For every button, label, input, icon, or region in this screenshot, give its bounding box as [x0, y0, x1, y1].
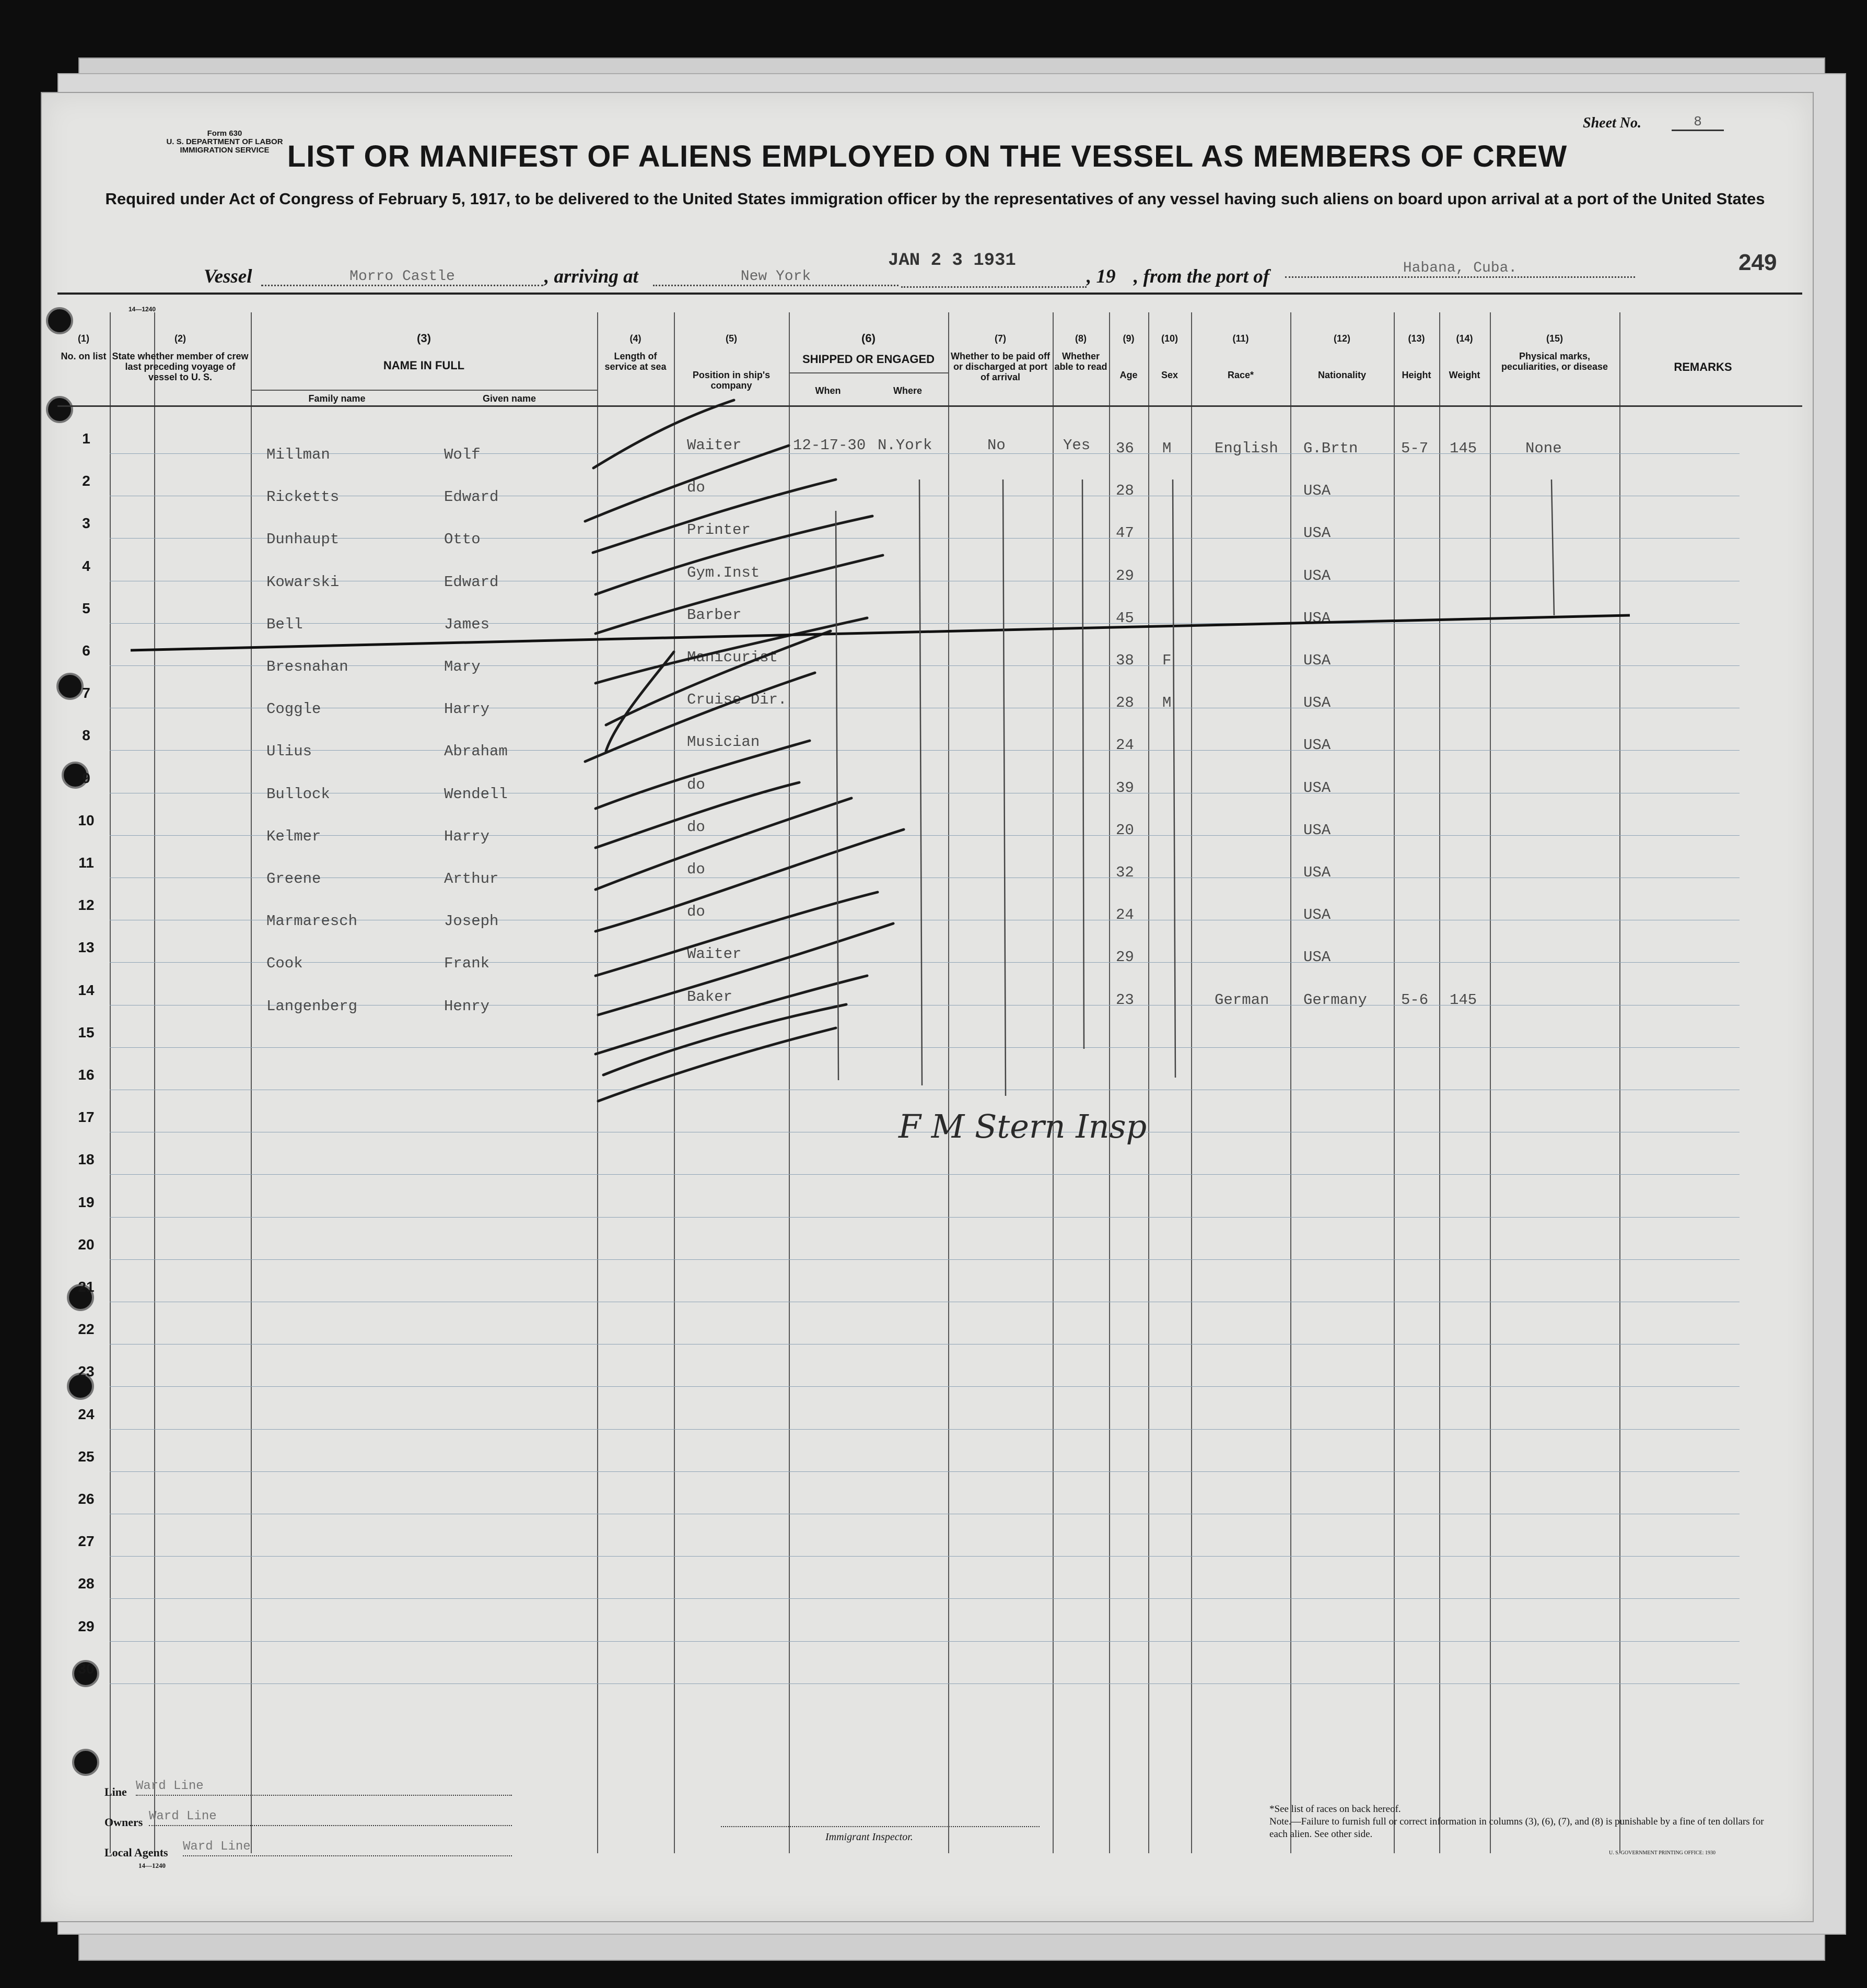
col-title: SHIPPED OR ENGAGED	[802, 353, 935, 366]
row-number: 16	[78, 1067, 95, 1083]
cell-age: 24	[1116, 736, 1134, 754]
row-number: 4	[82, 558, 90, 574]
cell-age: 23	[1116, 991, 1134, 1009]
department-name: U. S. DEPARTMENT OF LABOR	[166, 137, 283, 146]
cell-given: Harry	[444, 700, 490, 718]
col-number: (13)	[1408, 333, 1425, 344]
tick-mark	[596, 741, 810, 809]
cell-position: do	[687, 818, 705, 836]
cell-age: 28	[1116, 482, 1134, 499]
row-number: 11	[78, 855, 94, 871]
cell-marks: None	[1525, 440, 1562, 457]
tick-mark	[596, 798, 851, 890]
cell-age: 24	[1116, 906, 1134, 923]
cell-age: 38	[1116, 652, 1134, 669]
cell-age: 28	[1116, 694, 1134, 711]
tick-mark	[596, 829, 904, 931]
ditto-line	[1003, 480, 1006, 1096]
cell-given: Abraham	[444, 743, 508, 760]
cell-height: 5-6	[1401, 991, 1429, 1009]
cell-family: Millman	[266, 446, 330, 463]
cell-sex: M	[1162, 694, 1172, 711]
row-number: 3	[82, 515, 90, 531]
cell-family: Kelmer	[266, 828, 321, 845]
ditto-line	[836, 511, 838, 1080]
date-stamp: JAN 2 3 1931	[888, 251, 1016, 271]
row-number: 22	[78, 1321, 95, 1337]
cell-nationality: USA	[1303, 822, 1331, 839]
cell-position: do	[687, 903, 705, 920]
col-number: (8)	[1075, 333, 1087, 344]
port-label: , from the port of	[1134, 266, 1270, 287]
col-title: NAME IN FULL	[383, 359, 465, 372]
form-number: Form 630	[207, 129, 242, 138]
owners-label: Owners	[104, 1816, 143, 1829]
cell-sex: M	[1162, 440, 1172, 457]
cell-race: English	[1215, 440, 1278, 457]
cell-nationality: USA	[1303, 652, 1331, 669]
header-given-name: Given name	[482, 393, 536, 404]
col-title: No. on list	[61, 351, 107, 361]
cell-age: 32	[1116, 864, 1134, 881]
col-number: (3)	[417, 332, 431, 345]
manifest-sheet	[41, 92, 1814, 1922]
arriving-label: , arriving at	[544, 266, 638, 287]
cell-position: Cruise Dir.	[687, 691, 787, 708]
row-number: 17	[78, 1109, 95, 1125]
cell-read: Yes	[1063, 437, 1091, 454]
col-title: Nationality	[1317, 370, 1366, 380]
sheet-number-value: 8	[1672, 114, 1724, 131]
row-number: 21	[78, 1279, 95, 1295]
cell-position: Baker	[687, 988, 733, 1005]
cell-given: Henry	[444, 998, 490, 1015]
tick-mark	[593, 480, 836, 553]
cell-given: Wendell	[444, 786, 508, 803]
cell-position: do	[687, 776, 705, 793]
cell-given: Edward	[444, 574, 499, 591]
cell-age: 47	[1116, 524, 1134, 542]
printer-imprint: U. S. GOVERNMENT PRINTING OFFICE: 1930	[1609, 1850, 1716, 1856]
tick-mark	[598, 923, 893, 1015]
cell-position: do	[687, 861, 705, 878]
cell-where: N.York	[878, 437, 932, 454]
agents-form-code: 14—1240	[138, 1862, 166, 1869]
row-number: 7	[82, 685, 90, 701]
tick-mark	[585, 446, 789, 521]
header-when: When	[815, 385, 841, 396]
cell-nationality: USA	[1303, 567, 1331, 584]
cell-family: Kowarski	[266, 574, 340, 591]
ditto-line	[1082, 480, 1084, 1049]
cell-nationality: USA	[1303, 610, 1331, 627]
service-name: IMMIGRATION SERVICE	[180, 146, 270, 155]
col-title: Weight	[1449, 370, 1480, 380]
cell-weight: 145	[1450, 440, 1477, 457]
col-number: (5)	[726, 333, 737, 344]
cell-position: do	[687, 479, 705, 496]
row-number: 28	[78, 1575, 95, 1592]
row-number: 15	[78, 1024, 95, 1040]
cell-given: Harry	[444, 828, 490, 845]
tick-mark	[596, 892, 878, 976]
col-number: (15)	[1546, 333, 1563, 344]
cell-sex: F	[1162, 652, 1172, 669]
arriving-value: New York	[653, 268, 899, 286]
inspector-line	[721, 1826, 1040, 1827]
col-number: (1)	[78, 333, 89, 344]
cell-nationality: G.Brtn	[1303, 440, 1358, 457]
cell-given: Mary	[444, 658, 481, 675]
document-title: LIST OR MANIFEST OF ALIENS EMPLOYED ON THE VESSEL AS MEMBERS OF CREW	[287, 139, 1568, 173]
cell-given: Frank	[444, 955, 490, 972]
penalty-note: Note.—Failure to furnish full or correct information in columns (3), (6), (7), and (8) is punishable by a fine of ten dollars for each alien. See other side.	[1269, 1816, 1764, 1840]
cell-nationality: USA	[1303, 906, 1331, 923]
cell-nationality: Germany	[1303, 991, 1367, 1009]
col-number: (7)	[995, 333, 1006, 344]
col-title: Sex	[1161, 370, 1178, 380]
tick-mark	[593, 400, 734, 468]
cell-family: Ulius	[266, 743, 312, 760]
row-number: 8	[82, 727, 90, 743]
cell-given: James	[444, 616, 490, 633]
cell-age: 20	[1116, 822, 1134, 839]
tick-mark	[596, 782, 799, 848]
col-number: (2)	[174, 333, 186, 344]
tick-mark	[596, 516, 872, 594]
strikethrough-line	[131, 615, 1630, 650]
cell-when: 12-17-30	[793, 437, 866, 454]
row-number: 20	[78, 1236, 95, 1253]
row-number: 25	[78, 1448, 95, 1465]
document-subtitle: Required under Act of Congress of February 5, 1917, to be delivered to the United States immigration officer by the representatives of any vessel having such aliens on board upon arrival at a port of the United States	[105, 190, 1765, 208]
cell-nationality: USA	[1303, 779, 1331, 797]
port-value: Habana, Cuba.	[1285, 260, 1635, 278]
col-title: Age	[1119, 370, 1138, 380]
ditto-line	[1173, 480, 1175, 1078]
cell-nationality: USA	[1303, 694, 1331, 711]
col-number: (6)	[861, 332, 876, 345]
cell-given: Otto	[444, 531, 481, 548]
cell-position: Manicurist	[687, 649, 778, 666]
cell-family: Ricketts	[266, 488, 340, 506]
cell-paid-off: No	[987, 437, 1006, 454]
col-number: (10)	[1161, 333, 1178, 344]
cell-nationality: USA	[1303, 949, 1331, 966]
ditto-line	[919, 480, 922, 1085]
col-number: (12)	[1333, 333, 1350, 344]
tick-marks	[585, 400, 904, 1101]
inspector-label: Immigrant Inspector.	[825, 1831, 913, 1843]
vessel-label: Vessel	[204, 266, 252, 287]
col-title: Position in ship's company	[692, 370, 771, 391]
row-number: 12	[78, 897, 95, 913]
row-number: 5	[82, 600, 90, 616]
row-number: 13	[78, 939, 95, 955]
header-where: Where	[893, 385, 922, 396]
tick-mark	[596, 976, 867, 1054]
row-number: 2	[82, 473, 90, 489]
col-title: Physical marks, peculiarities, or disease	[1501, 351, 1608, 372]
cell-age: 36	[1116, 440, 1134, 457]
year-label: , 19	[1087, 266, 1116, 287]
vessel-value: Morro Castle	[261, 268, 543, 286]
row-number: 10	[78, 812, 95, 828]
cell-given: Joseph	[444, 913, 499, 930]
cell-family: Bell	[266, 616, 303, 633]
row-number: 26	[78, 1491, 95, 1507]
header-family-name: Family name	[308, 393, 366, 404]
col-number: (11)	[1232, 333, 1249, 344]
cell-given: Edward	[444, 488, 499, 506]
cell-family: Langenberg	[266, 998, 358, 1015]
col-title: Race*	[1227, 370, 1254, 380]
cell-family: Greene	[266, 870, 321, 887]
cell-position: Waiter	[687, 945, 742, 963]
cell-age: 29	[1116, 949, 1134, 966]
col-title: Height	[1402, 370, 1431, 380]
row-number: 29	[78, 1618, 95, 1634]
col-title: State whether member of crew last preceding voyage of vessel to U. S.	[112, 351, 249, 382]
col-title: Whether able to read	[1054, 351, 1107, 372]
row-number: 9	[82, 770, 90, 786]
cell-nationality: USA	[1303, 482, 1331, 499]
row-number: 19	[78, 1194, 95, 1210]
cell-given: Wolf	[444, 446, 481, 463]
line-label: Line	[104, 1785, 127, 1798]
handwriting-overlay	[42, 93, 1813, 1921]
col-number: (9)	[1123, 333, 1135, 344]
cell-position: Barber	[687, 606, 742, 624]
cell-height: 5-7	[1401, 440, 1429, 457]
row-number: 6	[82, 642, 90, 659]
ditto-line	[1551, 480, 1554, 615]
line-value: Ward Line	[136, 1779, 512, 1796]
cell-family: Cook	[266, 955, 303, 972]
cell-nationality: USA	[1303, 736, 1331, 754]
col-title: Length of service at sea	[604, 351, 667, 372]
row-number: 18	[78, 1151, 95, 1167]
owners-value: Ward Line	[149, 1809, 512, 1826]
sheet-number-label: Sheet No.	[1583, 115, 1641, 131]
cell-position: Musician	[687, 733, 760, 751]
cell-family: Marmaresch	[266, 913, 358, 930]
form-code: 14—1240	[128, 306, 156, 313]
cell-position: Gym.Inst	[687, 564, 760, 581]
tick-mark	[596, 555, 883, 634]
agents-value: Ward Line	[183, 1840, 512, 1856]
cell-age: 29	[1116, 567, 1134, 584]
col-number: (14)	[1456, 333, 1473, 344]
agents-label: Local Agents	[104, 1846, 168, 1859]
cell-family: Coggle	[266, 700, 321, 718]
col-number: (4)	[629, 333, 641, 344]
row-number: 24	[78, 1406, 95, 1422]
inspector-signature: F M Stern Insp	[899, 1107, 1147, 1145]
row-number: 27	[78, 1533, 95, 1549]
cell-family: Bullock	[266, 786, 330, 803]
page-number: 249	[1738, 250, 1777, 275]
row-number: 30	[78, 1660, 95, 1677]
cell-weight: 145	[1450, 991, 1477, 1009]
ditto-lines	[836, 480, 1554, 1096]
cell-position: Waiter	[687, 437, 742, 454]
cell-position: Printer	[687, 521, 751, 539]
cell-race: German	[1215, 991, 1269, 1009]
tick-mark	[606, 652, 674, 751]
races-note: *See list of races on back hereof.	[1269, 1804, 1401, 1815]
col-title: Whether to be paid off or discharged at port of arrival	[951, 351, 1050, 382]
cell-age: 45	[1116, 610, 1134, 627]
header-remarks: REMARKS	[1674, 360, 1732, 373]
cell-family: Dunhaupt	[266, 531, 340, 548]
tick-mark	[596, 618, 867, 683]
cell-nationality: USA	[1303, 864, 1331, 881]
row-number: 23	[78, 1363, 95, 1379]
cell-family: Bresnahan	[266, 658, 348, 675]
cell-age: 39	[1116, 779, 1134, 797]
cell-nationality: USA	[1303, 524, 1331, 542]
row-number: 1	[82, 430, 90, 447]
row-number: 14	[78, 982, 95, 998]
cell-given: Arthur	[444, 870, 499, 887]
